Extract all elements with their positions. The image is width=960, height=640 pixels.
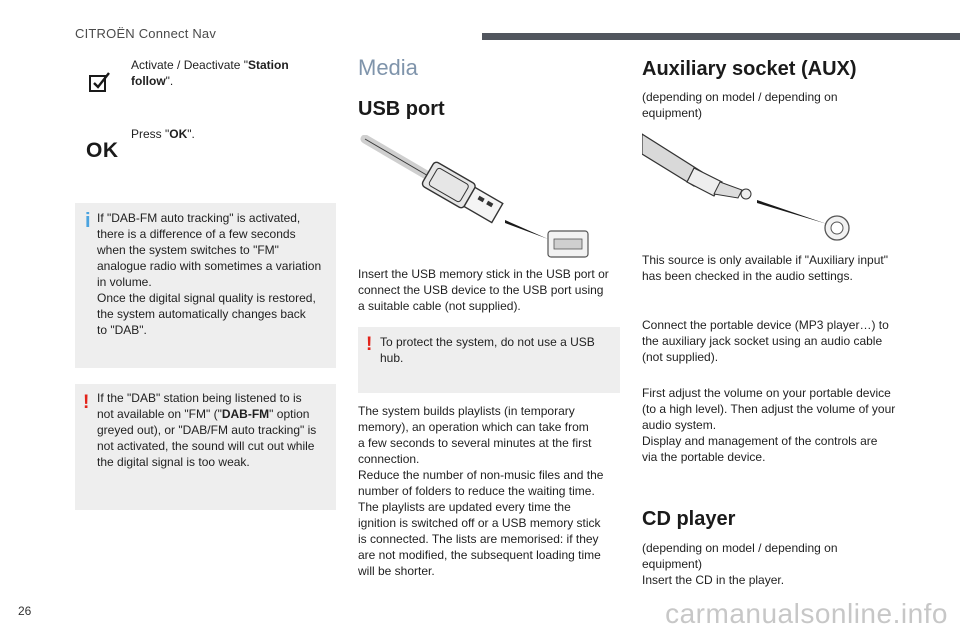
watermark: carmanualsonline.info — [665, 598, 948, 629]
cd-subtitle: (depending on model / depending on equipment) Insert the CD in the player. — [642, 541, 838, 587]
usb-warning-note — [358, 327, 620, 393]
aux-paragraph-2: Connect the portable device (MP3 player…) to the auxiliary jack socket using an audio cable (not supplied). — [642, 318, 889, 364]
step-press-ok: Press "OK". — [131, 127, 195, 141]
usb-warning-text: To protect the system, do not use a USB hub. — [380, 335, 595, 365]
warning-note — [75, 384, 336, 510]
cd-player-heading: CD player — [642, 508, 736, 530]
aux-heading: Auxiliary socket (AUX) — [642, 58, 857, 80]
info-icon: i — [85, 210, 91, 232]
warning-icon: ! — [83, 392, 90, 413]
usb-port-heading: USB port — [358, 98, 445, 120]
step-station-follow: Activate / Deactivate "Station follow". — [131, 58, 289, 88]
usb-intro: Insert the USB memory stick in the USB port or connect the USB device to the USB port using a suitable cable (not supplied). — [358, 267, 609, 313]
warning-icon: ! — [366, 334, 373, 355]
aux-paragraph-3: First adjust the volume on your portable device (to a high level). Then adjust the volume of your audio system. Display and management of the controls are via the portable device. — [642, 386, 896, 464]
header-bar — [482, 33, 960, 40]
ok-icon: OK — [86, 139, 119, 162]
aux-jack-illustration — [642, 124, 857, 244]
warning-note-text: If the "DAB" station being listened to is not available on "FM" ("DAB-FM" option greyed out), or "DAB/FM auto tracking" is not activated, the sound will cut out while the digital signal is too weak. — [97, 391, 317, 469]
usb-body: The system builds playlists (in temporary memory), an operation which can take from a few seconds to several minutes at the first connection. Reduce the number of non-music files and the number of folders to reduce the waiting time. The playlists are updated every time the ignition is switched off or a USB memory stick is connected. The lists are memorised: if they are not modified, the subsequent loading time will be shorter. — [358, 404, 604, 578]
page-number: 26 — [18, 604, 32, 618]
aux-subtitle: (depending on model / depending on equipment) — [642, 90, 838, 120]
info-note-text: If "DAB-FM auto tracking" is activated, there is a difference of a few seconds when the system switches to "FM" analogue radio with sometimes a variation in volume. Once the digital signal quality is restored, the system automatically changes back to "DAB". — [97, 211, 322, 337]
checkbox-icon — [88, 70, 112, 94]
info-note — [75, 203, 336, 368]
aux-paragraph-1: This source is only available if "Auxiliary input" has been checked in the audio settings. — [642, 253, 888, 283]
usb-illustration — [360, 135, 595, 260]
header-title: CITROËN Connect Nav — [75, 26, 217, 41]
section-title-media: Media — [358, 55, 418, 80]
